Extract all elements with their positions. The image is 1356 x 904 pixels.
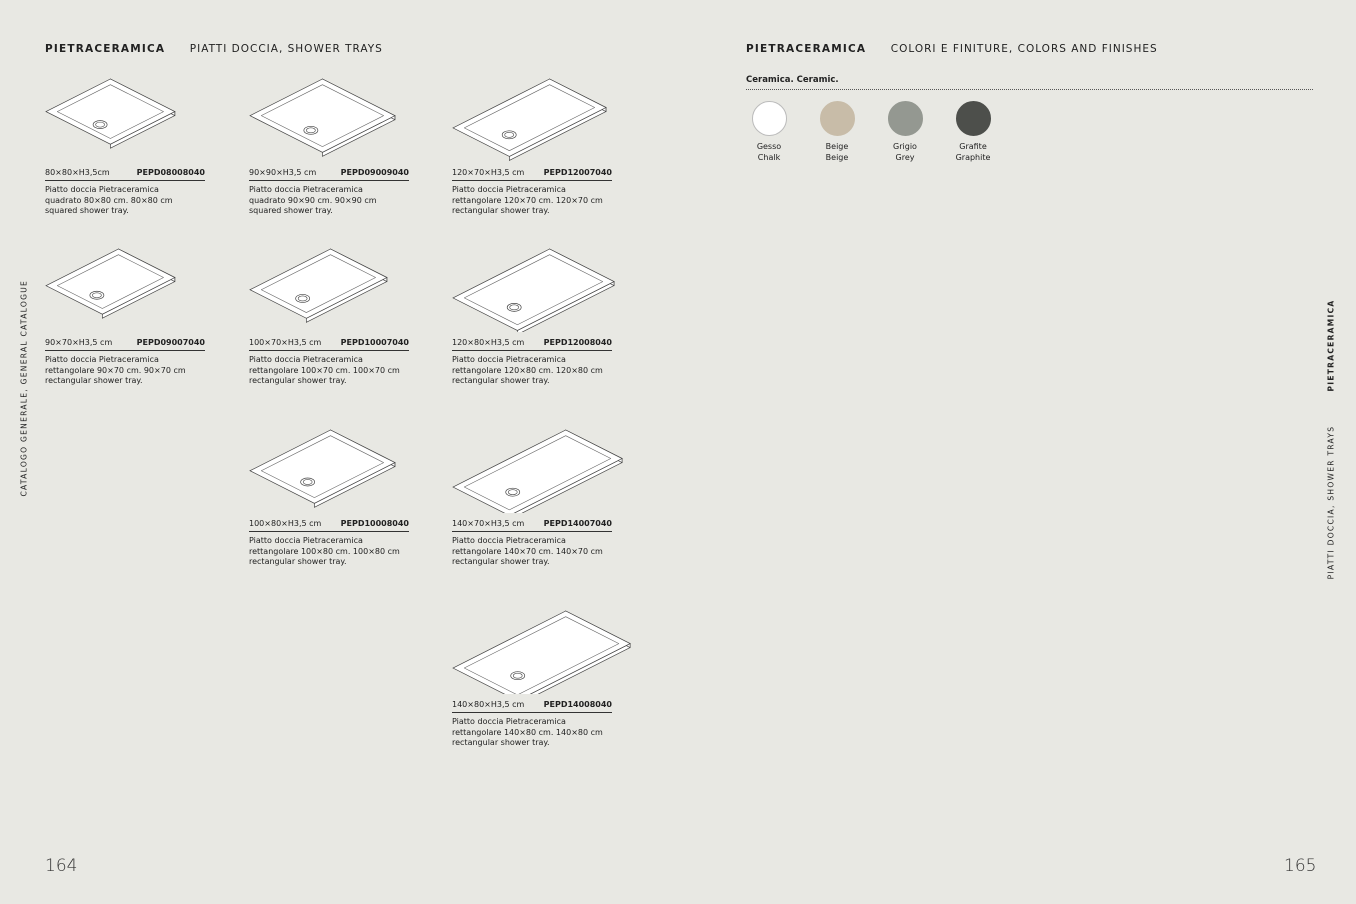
- product-description: [452, 355, 622, 387]
- product-code: PEPD09007040: [136, 338, 205, 347]
- swatch-name-it: Grafite: [959, 142, 987, 151]
- right-subtitle: COLORI E FINITURE, COLORS AND FINISHES: [890, 43, 1158, 55]
- product-spec: [249, 168, 409, 181]
- tray-top: [250, 79, 395, 152]
- desc-line: Piatto doccia Pietraceramica: [452, 717, 566, 726]
- desc-line: Piatto doccia Pietraceramica: [249, 536, 363, 545]
- desc-line: rectangular shower tray.: [452, 738, 550, 748]
- desc-line: rectangular shower tray.: [249, 376, 347, 386]
- swatch-name-en: Grey: [895, 152, 915, 162]
- product-item: [45, 78, 205, 217]
- product-item: [249, 429, 409, 568]
- desc-line: rectangular shower tray.: [452, 557, 550, 567]
- shower-tray-drawing: [45, 78, 225, 162]
- tray-top: [453, 249, 614, 330]
- desc-line: Piatto doccia Pietraceramica: [452, 185, 566, 194]
- desc-line: rectangular shower tray.: [452, 206, 550, 216]
- swatch-name-it: Beige: [825, 142, 849, 151]
- product-description: [452, 185, 622, 217]
- product-item: [249, 78, 409, 217]
- product-size: 80×80×H3,5cm: [45, 168, 110, 177]
- left-header: [45, 43, 383, 55]
- desc-line: Piatto doccia Pietraceramica: [249, 355, 363, 364]
- swatch-label: [739, 142, 799, 163]
- product-size: 100×80×H3,5 cm: [249, 519, 322, 528]
- tray-top: [453, 611, 630, 694]
- product-code: PEPD09009040: [340, 168, 409, 177]
- desc-line: rettangolare 100×80 cm. 100×80 cm: [249, 546, 400, 556]
- swatch-name-it: Grigio: [893, 142, 917, 151]
- desc-line: rectangular shower tray.: [45, 376, 143, 386]
- product-size: 140×80×H3,5 cm: [452, 700, 525, 709]
- swatch-name-en: Graphite: [955, 152, 991, 162]
- product-code: PEPD14007040: [543, 519, 612, 528]
- color-swatch: [875, 101, 935, 163]
- section-heading: Ceramica. Ceramic.: [746, 75, 839, 85]
- swatch-name-en: Beige: [825, 152, 849, 162]
- desc-line: squared shower tray.: [249, 206, 333, 216]
- product-description: [452, 536, 622, 568]
- desc-line: rectangular shower tray.: [249, 557, 347, 567]
- product-code: PEPD10007040: [340, 338, 409, 347]
- shower-tray-drawing: [249, 429, 429, 513]
- product-item: [45, 248, 205, 387]
- desc-line: Piatto doccia Pietraceramica: [45, 355, 159, 364]
- product-size: 90×90×H3,5 cm: [249, 168, 317, 177]
- product-size: 90×70×H3,5 cm: [45, 338, 113, 347]
- dotted-divider: [746, 89, 1313, 90]
- right-page-number: 165: [1284, 856, 1317, 876]
- right-brand: PIETRACERAMICA: [746, 43, 867, 55]
- desc-line: rectangular shower tray.: [452, 376, 550, 386]
- shower-tray-drawing: [249, 78, 429, 162]
- product-code: PEPD12008040: [543, 338, 612, 347]
- tray-top: [453, 430, 622, 513]
- product-spec: [45, 338, 205, 351]
- desc-line: rettangolare 90×70 cm. 90×70 cm: [45, 365, 186, 375]
- product-size: 140×70×H3,5 cm: [452, 519, 525, 528]
- desc-line: quadrato 80×80 cm. 80×80 cm: [45, 195, 173, 205]
- shower-tray-drawing: [452, 610, 632, 694]
- product-size: 120×80×H3,5 cm: [452, 338, 525, 347]
- left-brand: PIETRACERAMICA: [45, 43, 166, 55]
- product-description: [249, 536, 419, 568]
- desc-line: Piatto doccia Pietraceramica: [452, 355, 566, 364]
- desc-line: squared shower tray.: [45, 206, 129, 216]
- shower-tray-drawing: [452, 78, 632, 162]
- product-spec: [45, 168, 205, 181]
- desc-line: quadrato 90×90 cm. 90×90 cm: [249, 195, 377, 205]
- right-side-label: PIATTI DOCCIA, SHOWER TRAYS: [1326, 425, 1336, 580]
- swatch-circle: [888, 101, 923, 136]
- right-header: [746, 43, 1158, 55]
- swatch-name-en: Chalk: [757, 152, 781, 162]
- product-spec: [249, 338, 409, 351]
- desc-line: Piatto doccia Pietraceramica: [452, 536, 566, 545]
- product-item: [249, 248, 409, 387]
- product-description: [45, 355, 215, 387]
- shower-tray-drawing: [452, 429, 632, 513]
- desc-line: Piatto doccia Pietraceramica: [45, 185, 159, 194]
- product-item: [452, 610, 612, 749]
- tray-top: [250, 430, 395, 503]
- swatch-circle: [752, 101, 787, 136]
- tray-top: [453, 79, 606, 156]
- product-size: 120×70×H3,5 cm: [452, 168, 525, 177]
- product-spec: [452, 168, 612, 181]
- swatch-label: [943, 142, 1003, 163]
- product-description: [452, 717, 622, 749]
- product-item: [452, 78, 612, 217]
- product-spec: [452, 700, 612, 713]
- product-code: PEPD10008040: [340, 519, 409, 528]
- shower-tray-drawing: [452, 248, 632, 332]
- desc-line: rettangolare 120×70 cm. 120×70 cm: [452, 195, 603, 205]
- swatch-label: [875, 142, 935, 163]
- desc-line: rettangolare 100×70 cm. 100×70 cm: [249, 365, 400, 375]
- color-swatch: [739, 101, 799, 163]
- product-spec: [452, 519, 612, 532]
- desc-line: rettangolare 140×70 cm. 140×70 cm: [452, 546, 603, 556]
- color-swatch: [943, 101, 1003, 163]
- product-item: [452, 429, 612, 568]
- desc-line: rettangolare 140×80 cm. 140×80 cm: [452, 727, 603, 737]
- shower-tray-drawing: [249, 248, 429, 332]
- left-page-number: 164: [45, 856, 78, 876]
- product-item: [452, 248, 612, 387]
- color-swatch: [807, 101, 867, 163]
- left-side-label: CATALOGO GENERALE, GENERAL CATALOGUE: [19, 279, 29, 497]
- desc-line: Piatto doccia Pietraceramica: [249, 185, 363, 194]
- right-side-brand: PIETRACERAMICA: [1326, 299, 1336, 392]
- product-code: PEPD08008040: [136, 168, 205, 177]
- tray-top: [46, 79, 175, 144]
- product-description: [249, 355, 419, 387]
- left-subtitle: PIATTI DOCCIA, SHOWER TRAYS: [189, 43, 383, 55]
- product-size: 100×70×H3,5 cm: [249, 338, 322, 347]
- tray-top: [250, 249, 387, 318]
- product-description: [249, 185, 419, 217]
- swatch-label: [807, 142, 867, 163]
- desc-line: rettangolare 120×80 cm. 120×80 cm: [452, 365, 603, 375]
- shower-tray-drawing: [45, 248, 225, 332]
- swatch-name-it: Gesso: [756, 142, 782, 151]
- product-code: PEPD14008040: [543, 700, 612, 709]
- swatch-circle: [956, 101, 991, 136]
- product-spec: [452, 338, 612, 351]
- product-description: [45, 185, 215, 217]
- product-spec: [249, 519, 409, 532]
- product-code: PEPD12007040: [543, 168, 612, 177]
- swatch-circle: [820, 101, 855, 136]
